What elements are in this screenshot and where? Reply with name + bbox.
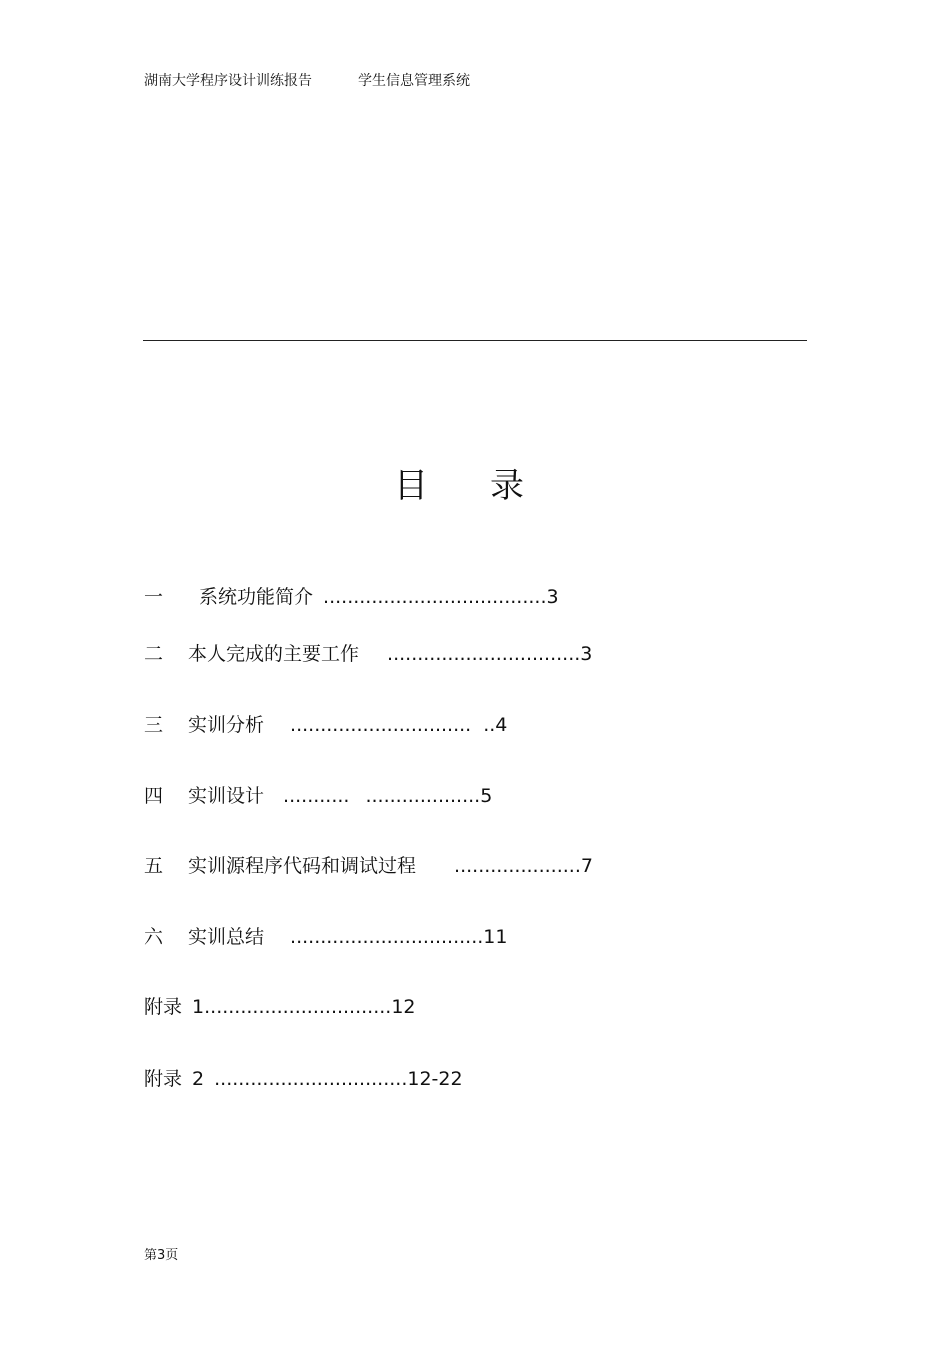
header-course: 湖南大学程序设计训练报告 [144, 73, 312, 89]
toc-entry-number: 附录 [144, 1068, 183, 1090]
toc-entry-leader: .............................. [290, 714, 472, 736]
toc-entry-title: 本人完成的主要工作 [188, 643, 360, 665]
toc-entry-5 [144, 853, 593, 879]
toc-entry-2 [144, 641, 592, 667]
toc-entry-title: 系统功能简介 [199, 586, 314, 608]
toc-entry-leader: ............................... [204, 996, 392, 1018]
toc-entry-page: 12-22 [407, 1068, 463, 1090]
toc-entry-leader: ........... [283, 785, 350, 807]
toc-entry-title: 实训源程序代码和调试过程 [188, 855, 417, 877]
toc-entry-page: 11 [483, 926, 508, 948]
toc-entry-1 [144, 584, 559, 610]
toc-entry-leader: ................................ [387, 643, 581, 665]
header-divider [143, 340, 807, 341]
toc-entry-title: 实训设计 [188, 785, 265, 807]
toc-entry-leader: ................................ [290, 926, 484, 948]
toc-entry-page: 7 [580, 855, 593, 877]
toc-entry-appendix-1 [144, 994, 416, 1020]
header-subject: 学生信息管理系统 [358, 73, 470, 89]
toc-entry-number: 五 [144, 855, 164, 877]
toc-entry-page: 5 [480, 785, 493, 807]
toc-entry-page: 12 [391, 996, 416, 1018]
toc-entry-title: 1 [192, 996, 205, 1018]
toc-entry-number: 三 [144, 714, 164, 736]
toc-title [394, 464, 524, 508]
toc-entry-title: 实训分析 [188, 714, 265, 736]
toc-entry-page: ..4 [483, 714, 508, 736]
toc-entry-number: 附录 [144, 996, 183, 1018]
toc-entry-number: 一 [144, 586, 164, 608]
toc-entry-appendix-2 [144, 1066, 463, 1092]
running-header [144, 71, 470, 91]
toc-entry-leader: ..................................... [323, 586, 547, 608]
toc-entry-leader: ..................... [454, 855, 581, 877]
toc-entry-4 [144, 783, 492, 809]
toc-entry-3 [144, 712, 507, 738]
toc-entry-title: 实训总结 [188, 926, 265, 948]
toc-entry-page: 3 [546, 586, 559, 608]
toc-entry-page: 3 [580, 643, 593, 665]
toc-entry-6 [144, 924, 507, 950]
toc-entry-number: 六 [144, 926, 164, 948]
page-number: 第3页 [144, 1248, 179, 1263]
toc-entry-number: 四 [144, 785, 164, 807]
toc-entry-leader-2: ................... [365, 785, 481, 807]
toc-entry-title: 2 [192, 1068, 205, 1090]
toc-entry-number: 二 [144, 643, 164, 665]
toc-title-left: 目 [394, 466, 428, 506]
toc-title-right: 录 [490, 466, 524, 506]
toc-entry-leader: ................................ [214, 1068, 408, 1090]
